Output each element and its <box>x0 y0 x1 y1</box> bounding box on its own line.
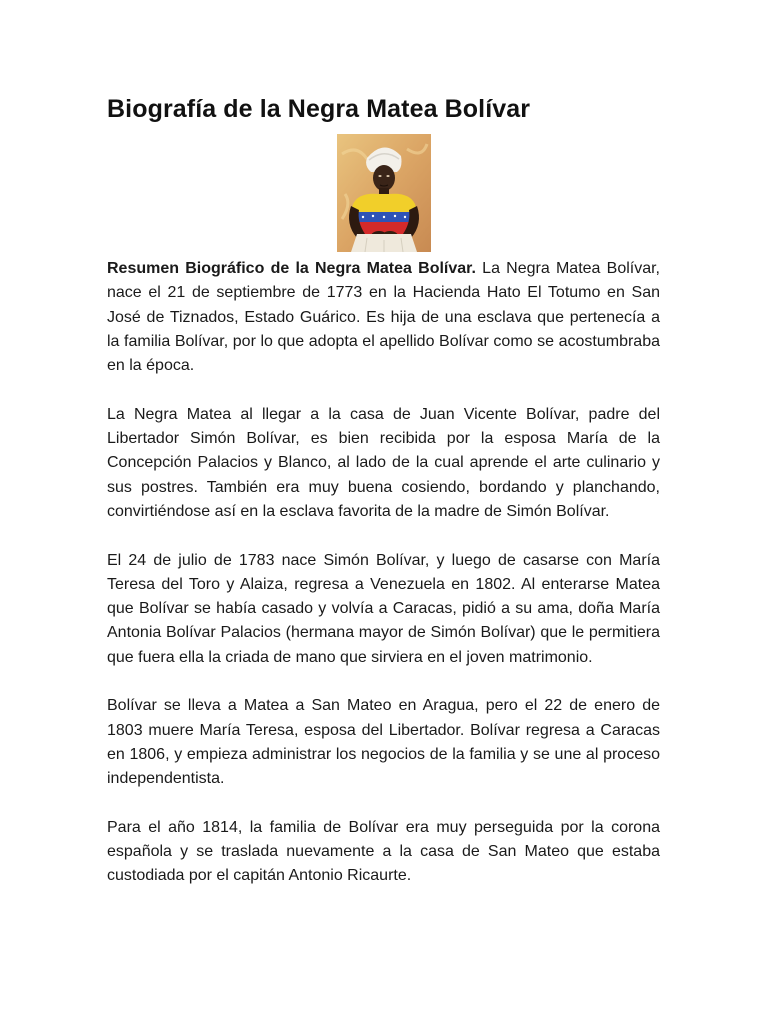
paragraph-2: La Negra Matea al llegar a la casa de Juan Vicente Bolívar, padre del Libertador Simón Bolívar, es bien recibida por la esposa María de la Concepción Palacios y Blanco, al lado de la cual aprende el arte culinario y sus postres. También era muy buena cosiendo, bordando y planchando, convirtiéndose así en la esclava favorita de la madre de Simón Bolívar. <box>107 405 660 520</box>
page-title: Biografía de la Negra Matea Bolívar <box>107 95 531 123</box>
paragraph-1 <box>107 257 660 378</box>
paragraph-5: Para el año 1814, la familia de Bolívar era muy perseguida por la corona española y se traslada nuevamente a la casa de San Mateo que estaba custodiada por el capitán Antonio Ricaurte. <box>107 818 660 885</box>
portrait-painting <box>337 134 431 252</box>
paragraph-3: El 24 de julio de 1783 nace Simón Bolívar, y luego de casarse con María Teresa del Toro y Alaiza, regresa a Venezuela en 1802. Al enterarse Matea que Bolívar se había casado y volvía a Caracas, pidió a su ama, doña María Antonia Bolívar Palacios (hermana mayor de Simón Bolívar) que le permitiera que fuera ella la criada de mano que sirviera en el joven matrimonio. <box>107 551 660 666</box>
paragraph-text: La Negra Matea Bolívar, nace el 21 de septiembre de 1773 en la Hacienda Hato El Totumo en San José de Tiznados, Estado Guárico. Es hija de una esclava que pertenecía a la familia Bolívar, por lo que adopta el apellido Bolívar como se acostumbraba en la época. <box>107 260 661 375</box>
document-page <box>107 90 660 889</box>
paragraph-lead: Resumen Biográfico de la Negra Matea Bolívar. <box>107 260 476 277</box>
portrait-painting-image <box>337 134 431 252</box>
paragraph-4: Bolívar se lleva a Matea a San Mateo en Aragua, pero el 22 de enero de 1803 muere María Teresa, esposa del Libertador. Bolívar regresa a Caracas en 1806, y empieza administrar los negocios de la familia y se une al proceso independentista. <box>107 697 660 788</box>
